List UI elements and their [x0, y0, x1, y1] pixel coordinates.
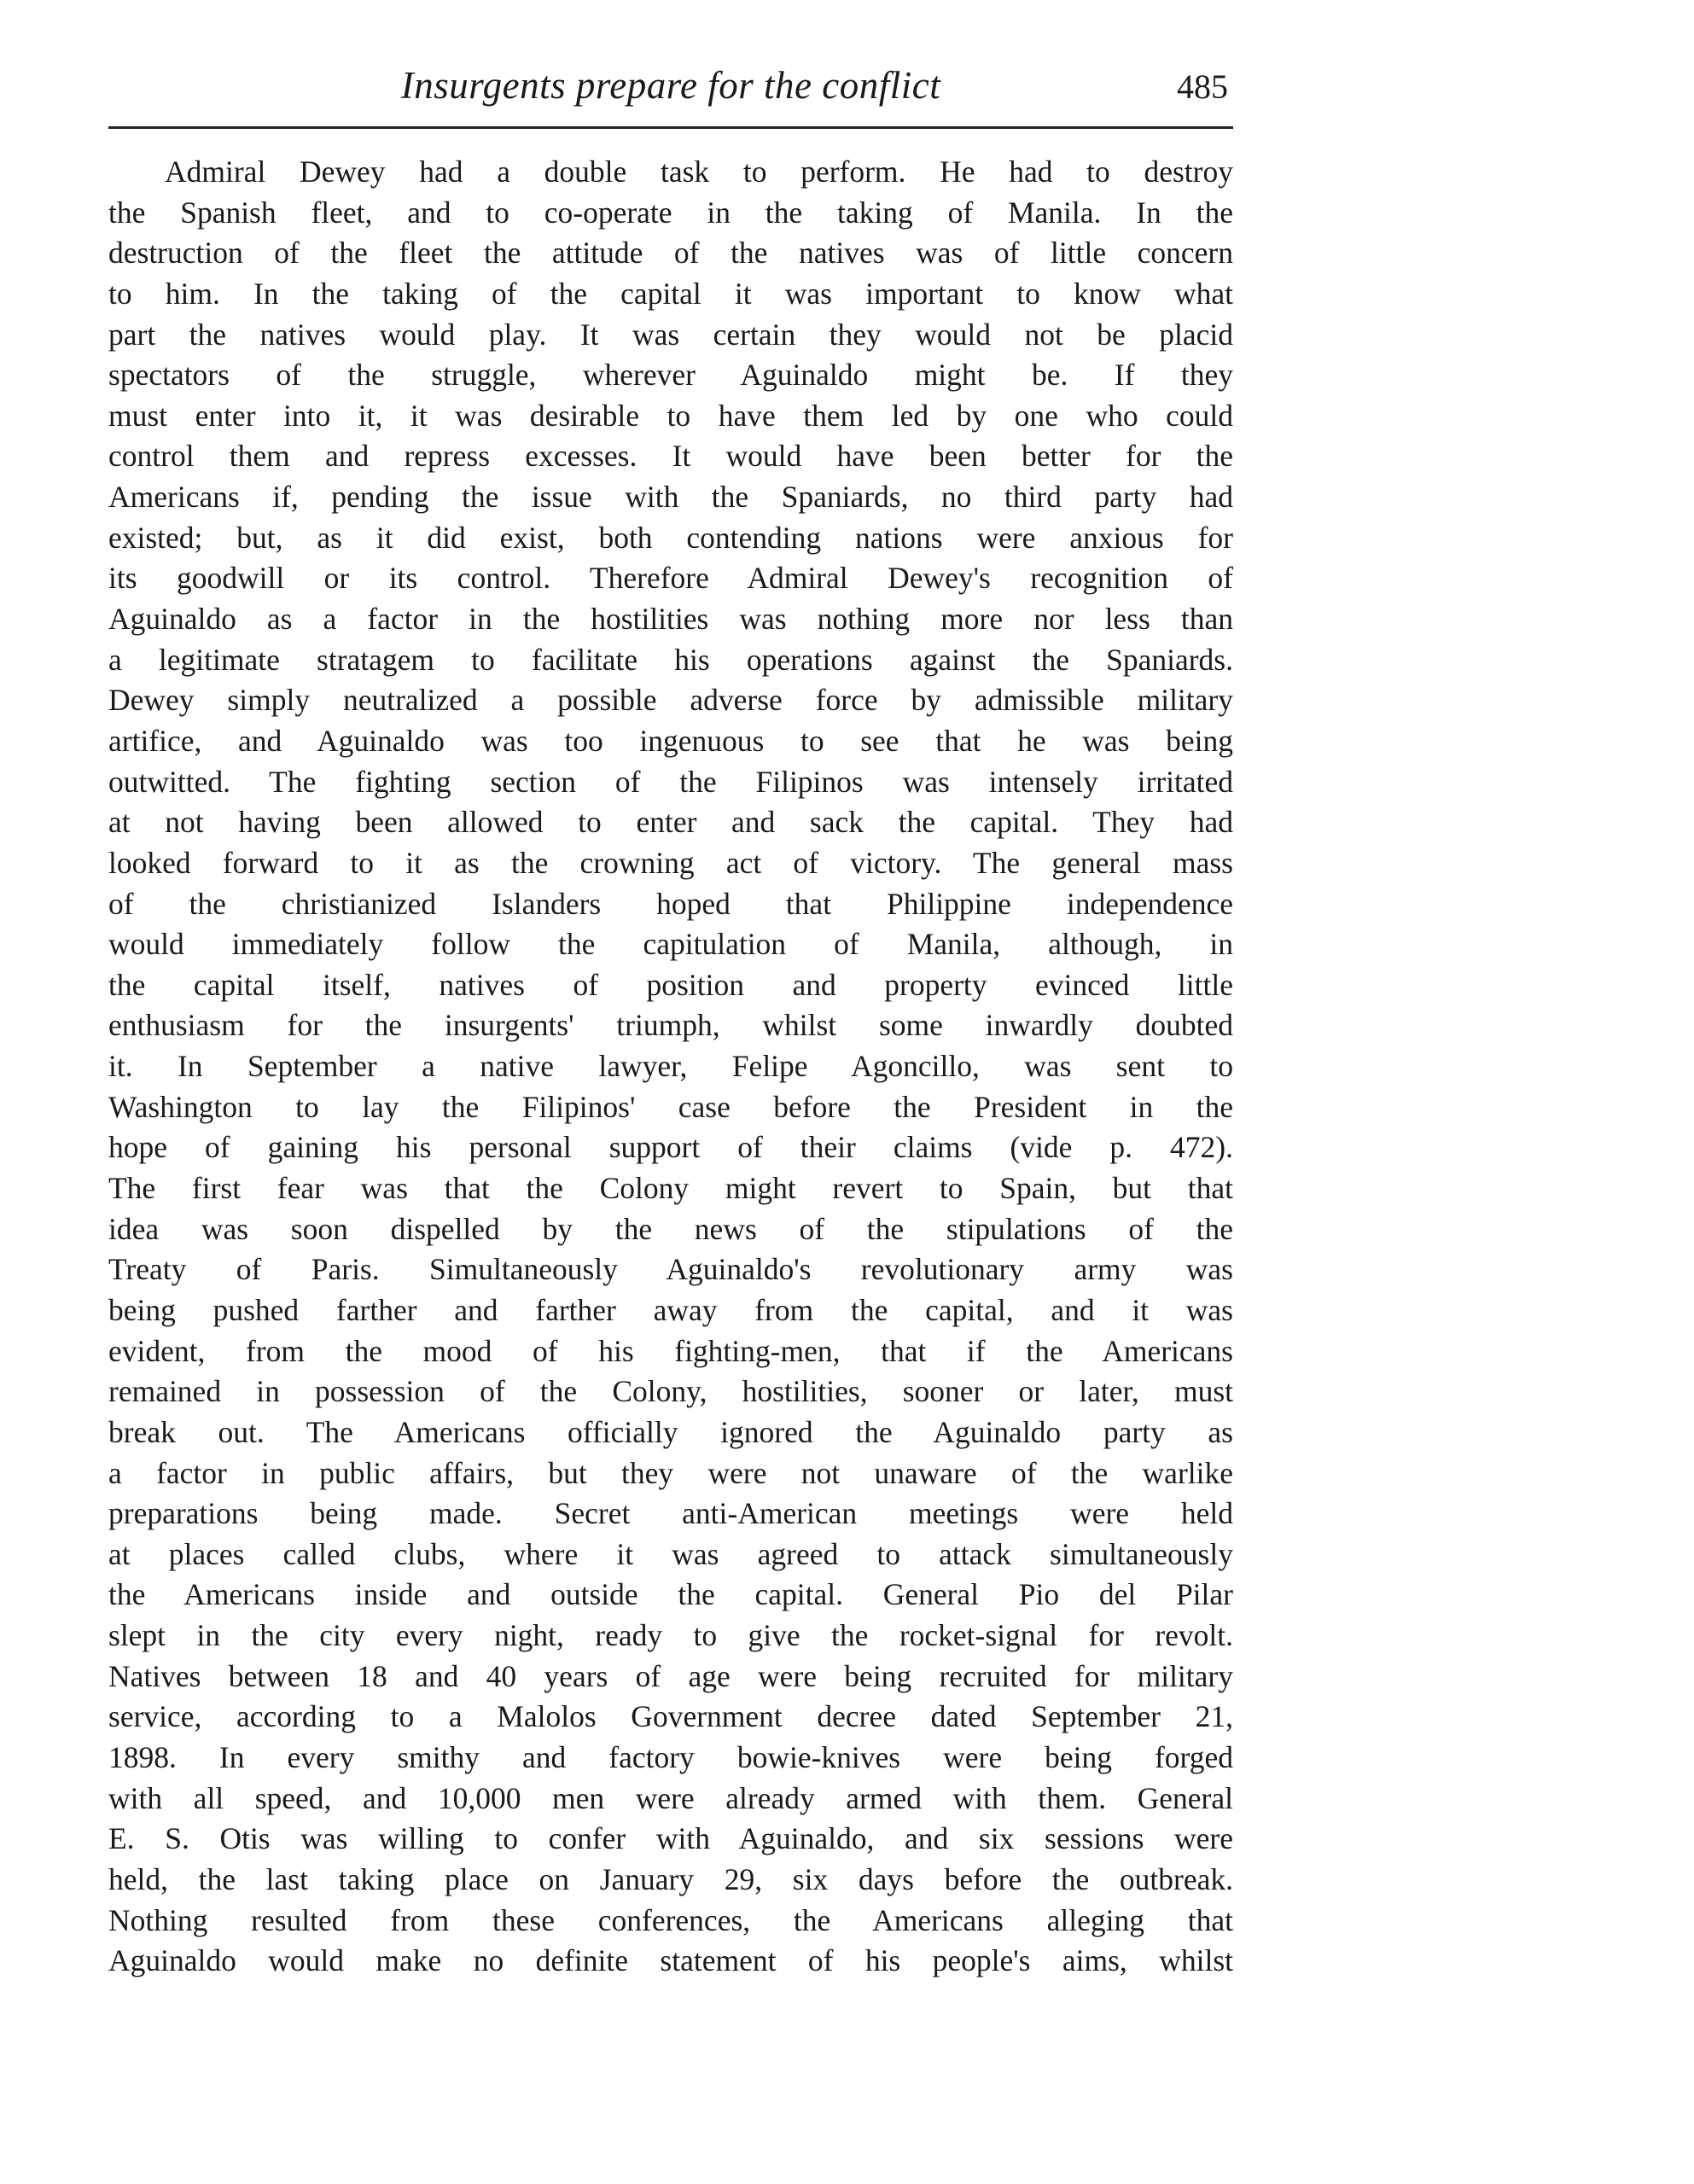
text-line: Aguinaldo would make no definite statement of his people's aims, whilst — [108, 1943, 1233, 1978]
text-line: being pushed farther and farther away from the capital, and it was — [108, 1292, 1233, 1327]
text-line: part the natives would play. It was certain they would not be placid — [108, 317, 1233, 352]
text-line: the Spanish fleet, and to co-operate in the taking of Manila. In the — [108, 195, 1233, 230]
text-line: Nothing resulted from these conferences, the Americans alleging that — [108, 1902, 1233, 1937]
text-line: Treaty of Paris. Simultaneously Aguinaldo's revolutionary army was — [108, 1252, 1233, 1287]
text-line: of the christianized Islanders hoped that Philippine independence — [108, 886, 1233, 921]
text-line: Washington to lay the Filipinos' case before the President in the — [108, 1089, 1233, 1124]
running-head: Insurgents prepare for the conflict — [400, 64, 941, 107]
text-line: artifice, and Aguinaldo was too ingenuous to see that he was being — [108, 723, 1233, 758]
text-line: service, according to a Malolos Government decree dated September 21, — [108, 1699, 1233, 1734]
page-header — [108, 60, 1233, 119]
text-line: 1898. In every smithy and factory bowie-knives were being forged — [108, 1739, 1233, 1774]
body-paragraph — [108, 152, 1233, 1982]
text-line: outwitted. The fighting section of the Filipinos was intensely irritated — [108, 764, 1233, 799]
text-line: spectators of the struggle, wherever Aguinaldo might be. If they — [108, 358, 1233, 393]
text-line: evident, from the mood of his fighting-men, that if the Americans — [108, 1333, 1233, 1368]
header-rule — [108, 126, 1233, 129]
text-line: Dewey simply neutralized a possible adverse force by admissible military — [108, 683, 1233, 718]
text-line: it. In September a native lawyer, Felipe Agoncillo, was sent to — [108, 1049, 1233, 1084]
text-line: held, the last taking place on January 29, six days before the outbreak. — [108, 1861, 1233, 1896]
text-line: destruction of the fleet the attitude of the natives was of little concern — [108, 236, 1233, 271]
text-line: a legitimate stratagem to facilitate his operations against the Spaniards. — [108, 642, 1233, 677]
text-line: at places called clubs, where it was agreed to attack simultaneously — [108, 1536, 1233, 1571]
text-line: E. S. Otis was willing to confer with Aguinaldo, and six sessions were — [108, 1821, 1233, 1856]
text-line: to him. In the taking of the capital it was important to know what — [108, 276, 1233, 311]
text-line: Aguinaldo as a factor in the hostilities was nothing more nor less than — [108, 602, 1233, 637]
text-line: looked forward to it as the crowning act of victory. The general mass — [108, 845, 1233, 880]
text-line: a factor in public affairs, but they were not unaware of the warlike — [108, 1455, 1233, 1490]
text-line: preparations being made. Secret anti-American meetings were held — [108, 1496, 1233, 1531]
text-line: enthusiasm for the insurgents' triumph, whilst some inwardly doubted — [108, 1008, 1233, 1043]
text-line: Natives between 18 and 40 years of age were being recruited for military — [108, 1658, 1233, 1693]
text-line: Americans if, pending the issue with the Spaniards, no third party had — [108, 480, 1233, 515]
text-line: The first fear was that the Colony might revert to Spain, but that — [108, 1171, 1233, 1206]
text-line: would immediately follow the capitulation of Manila, although, in — [108, 927, 1233, 962]
text-line: must enter into it, it was desirable to have them led by one who could — [108, 398, 1233, 433]
text-line: remained in possession of the Colony, hostilities, sooner or later, must — [108, 1374, 1233, 1409]
text-line: at not having been allowed to enter and sack the capital. They had — [108, 805, 1233, 840]
text-line: the capital itself, natives of position and property evinced little — [108, 967, 1233, 1002]
text-line: slept in the city every night, ready to give the rocket-signal for revolt. — [108, 1618, 1233, 1653]
text-line: idea was soon dispelled by the news of the stipulations of the — [108, 1211, 1233, 1246]
text-line: break out. The Americans officially ignored the Aguinaldo party as — [108, 1414, 1233, 1449]
text-line: the Americans inside and outside the capital. General Pio del Pilar — [108, 1577, 1233, 1612]
text-line: its goodwill or its control. Therefore Admiral Dewey's recognition of — [108, 561, 1233, 596]
page-number: 485 — [1177, 67, 1228, 106]
text-line: control them and repress excesses. It would have been better for the — [108, 439, 1233, 474]
text-line: existed; but, as it did exist, both contending nations were anxious for — [108, 520, 1233, 555]
text-line: Admiral Dewey had a double task to perform. He had to destroy — [165, 154, 1233, 189]
text-line: with all speed, and 10,000 men were already armed with them. General — [108, 1780, 1233, 1815]
text-line: hope of gaining his personal support of their claims (vide p. 472). — [108, 1130, 1233, 1165]
